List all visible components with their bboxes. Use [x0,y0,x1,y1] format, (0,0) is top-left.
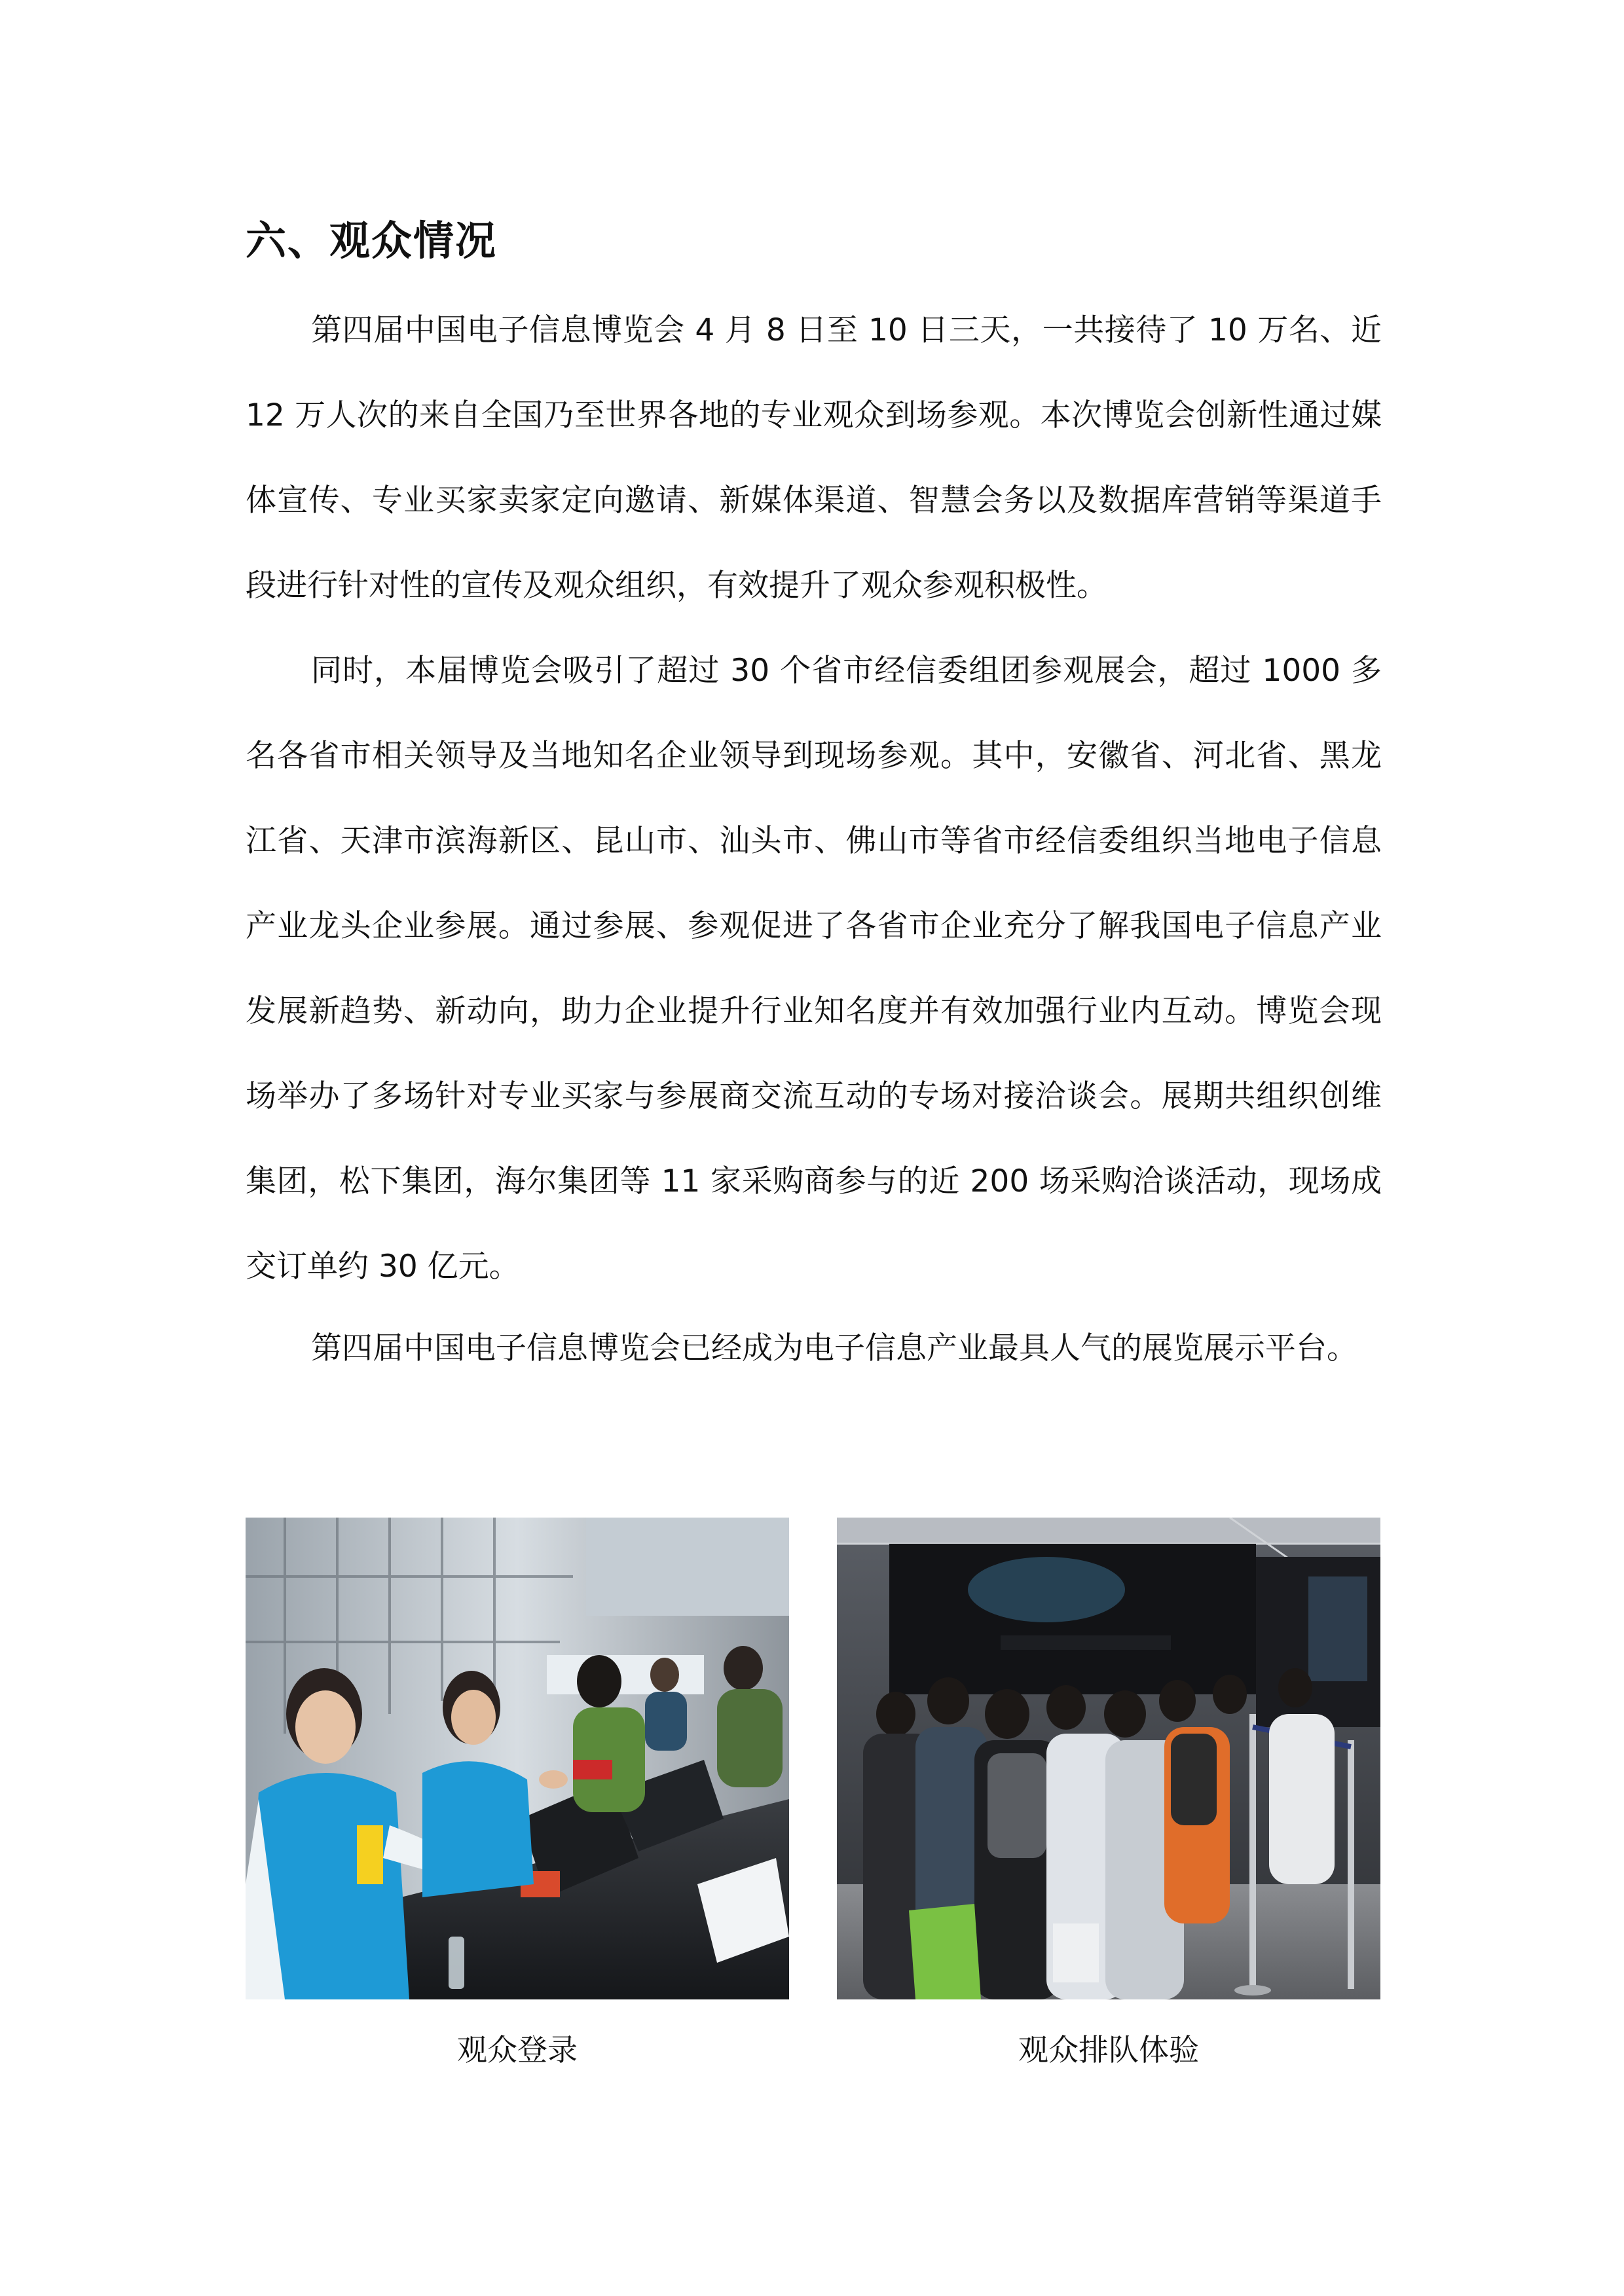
visitor-queue-photo [837,1518,1380,1999]
paragraph-visitor-stats: 第四届中国电子信息博览会 4 月 8 日至 10 日三天，一共接待了 10 万名、近 12 万人次的来自全国乃至世界各地的专业观众到场参观。本次博览会创新性通过媒体宣传、专业买家卖家定向邀请、新媒体渠道、智慧会务以及数据库营销等渠道手段进行针对性的宣传及观众组织，有效提升了观众参观积极性。 [246,312,1382,604]
paragraph-conclusion: 第四届中国电子信息博览会已经成为电子信息产业最具人气的展览展示平台。 [311,1330,1357,1366]
photo-caption-registration: 观众登录 [457,2032,578,2068]
photo-caption-queue: 观众排队体验 [1018,2032,1199,2068]
visitor-registration-photo [246,1518,789,1999]
paragraph-delegations: 同时，本届博览会吸引了超过 30 个省市经信委组团参观展会，超过 1000 多名各省市相关领导及当地知名企业领导到现场参观。其中，安徽省、河北省、黑龙江省、天津市滨海新区、昆山市、汕头市、佛山市等省市经信委组织当地电子信息产业龙头企业参展。通过参展、参观促进了各省市企业充分了解我国电子信息产业发展新趋势、新动向，助力企业提升行业知名度并有效加强行业内互动。博览会现场举办了多场针对专业买家与参展商交流互动的专场对接洽谈会。展期共组织创维集团，松下集团，海尔集团等 11 家采购商参与的近 200 场采购洽谈活动，现场成交订单约 30 亿元。 [246,653,1382,1285]
section-title: 六、观众情况 [246,217,498,264]
